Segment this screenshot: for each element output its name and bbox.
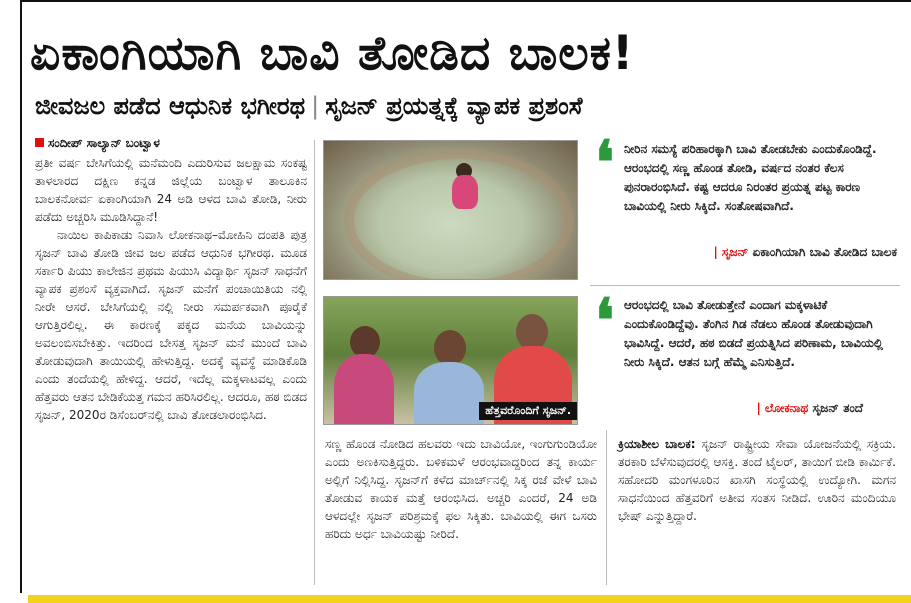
byline-square-icon <box>35 138 44 147</box>
column-divider <box>606 430 607 585</box>
article-paragraph-2: ನಾಯಿಲ ಕಾಪಿಕಾಡು ನಿವಾಸಿ ಲೋಕನಾಥ–ಮೋಹಿನಿ ದಂಪತಿ ಪುತ್ರ ಸೃಜನ್ ಬಾವಿ ತೋಡಿ ಜೀವ ಜಲ ಪಡೆದ ಆಧುನಿಕ ಭಗೀರಥ. ಮೂಡ ಸರ್ಕಾರಿ ಪಿಯು ಕಾಲೇಜಿನ ಪ್ರಥಮ ಪಿಯುಸಿ ವಿದ್ಯಾರ್ಥಿ ಸೃಜನ್ ಸಾಧನೆಗೆ ವ್ಯಾಪಕ ಪ್ರಶಂಸೆ ವ್ಯಕ್ತವಾಗಿದೆ. ಸೃಜನ್ ಮನೆಗೆ ಪಂಚಾಯಿತಿಯ ನಲ್ಲಿ ನೀರೇ ಆಸರೆ. ಬೇಸಿಗೆಯಲ್ಲಿ ನಲ್ಲಿ ನೀರು ಸಮರ್ಪಕವಾಗಿ ಪೂರೈಕೆ ಆಗುತ್ತಿರಲಿಲ್ಲ. ಈ ಕಾರಣಕ್ಕೆ ಪಕ್ಕದ ಮನೆಯ ಬಾವಿಯನ್ನು ಅವಲಂಬಿಸಬೇಕಿತ್ತು. ಇದರಿಂದ ಬೇಸತ್ತ ಸೃಜನ್ ಮನೆ ಮುಂದೆ ಬಾವಿ ತೋಡುವುದಾಗಿ ತಾಯಿಯಲ್ಲಿ ಹೇಳುತ್ತಿದ್ದ. ಅದಕ್ಕೆ ವ್ಯವಸ್ಥೆ ಮಾಡಿಕೊಡಿ ಎಂದು ತಂದೆಯಲ್ಲಿ ಹೇಳಿದ್ದ. ಆದರೆ, ಇದೆಲ್ಲ ಮಕ್ಕಳಾಟವಲ್ಲ ಎಂದು ಹೆತ್ತವರು ಆತನ ಬೇಡಿಕೆಯತ್ತ ಗಮನ ಹರಿಸಿರಲಿಲ್ಲ. ಆದರೂ, ಹಠ ಬಿಡದ ಸೃಜನ್, 2020ರ ಡಿಸೆಂಬರ್‌ನಲ್ಲಿ ಬಾವಿ ತೋಡಲಾರಂಭಿಸಿದ. <box>35 228 307 422</box>
photo-caption: ಹೆತ್ತವರೊಂದಿಗೆ ಸೃಜನ್. <box>479 402 577 420</box>
byline-author: ಸಂದೀಪ್ ಸಾಲ್ಯಾನ್ ಬಂಟ್ವಾಳ <box>48 136 160 150</box>
quote-2-attribution <box>756 401 863 416</box>
subheadline <box>35 92 905 120</box>
article-paragraph-1: ಪ್ರತೀ ವರ್ಷ ಬೇಸಿಗೆಯಲ್ಲಿ ಮನೆಮಂದಿ ಎದುರಿಸುವ ಜಲಕ್ಷಾಮ ಸಂಕಷ್ಟ ತಾಳಲಾರದ ದಕ್ಷಿಣ ಕನ್ನಡ ಜಿಲ್ಲೆಯ ಬಂಟ್ವಾಳ ತಾಲೂಕಿನ ಬಾಲಕನೋರ್ವ ಏಕಾಂಗಿಯಾಗಿ 24 ಅಡಿ ಆಳದ ಬಾವಿ ತೋಡಿ, ನೀರು ಪಡೆದು ಅಚ್ಚರಿಸಿ ಮೂಡಿಸಿದ್ದಾನೆ! <box>35 156 307 224</box>
pull-quote-2: ಆರಂಭದಲ್ಲಿ ಬಾವಿ ತೋಡುತ್ತೇನೆ ಎಂದಾಗ ಮಕ್ಕಳಾಟಿಕೆ ಎಂದುಕೊಂಡಿದ್ದೆವು. ತೆಂಗಿನ ಗಿಡ ನೆಡಲು ಹೊಂಡ ತೋಡುವುದಾಗಿ ಭಾವಿಸಿದ್ದೆ. ಆದರೆ, ಹಠ ಬಿಡದೆ ಪ್ರಯತ್ನಿಸಿದ ಪರಿಣಾಮ, ಬಾವಿಯಲ್ಲಿ ನೀರು ಸಿಕ್ಕಿದೆ. ಆತನ ಬಗ್ಗೆ ಹೆಮ್ಮೆ ಎನಿಸುತ್ತಿದೆ. <box>624 298 883 369</box>
subhead-separator: | <box>311 92 320 120</box>
column-divider <box>314 140 315 585</box>
page-left-rule <box>20 0 22 593</box>
photo-boy-in-well <box>323 140 578 280</box>
quote-1-desc: ಏಕಾಂಗಿಯಾಗಿ ಬಾವಿ ತೋಡಿದ ಬಾಲಕ <box>752 245 897 259</box>
pull-quote-1: ನೀರಿನ ಸಮಸ್ಯೆ ಪರಿಹಾರಕ್ಕಾಗಿ ಬಾವಿ ತೋಡಬೇಕು ಎಂದುಕೊಂಡಿದ್ದೆ. ಆರಂಭದಲ್ಲಿ ಸಣ್ಣ ಹೊಂಡ ತೋಡಿ, ವರ್ಷದ ನಂತರ ಕೆಲಸ ಪುನರಾರಂಭಿಸಿದೆ. ಕಷ್ಟ ಆದರೂ ನಿರಂತರ ಪ್ರಯತ್ನ ಪಟ್ಟ ಕಾರಣ ಬಾವಿಯಲ್ಲಿ ನೀರು ಸಿಕ್ಕಿದೆ. ಸಂತೋಷವಾಗಿದೆ. <box>624 142 877 213</box>
subhead-right: ಸೃಜನ್ ಪ್ರಯತ್ನಕ್ಕೆ ವ್ಯಾಪಕ ಪ್ರಶಂಸೆ <box>325 92 583 120</box>
quote-mark-icon: ❛ <box>595 286 615 356</box>
son-head <box>516 314 548 350</box>
bottom-color-band <box>28 595 911 603</box>
father-head <box>434 330 466 366</box>
quote-mark-icon: ❛ <box>595 128 615 198</box>
byline <box>35 136 160 151</box>
attribution-bar-icon: | <box>756 401 761 415</box>
quote-1-name: ಸೃಜನ್ <box>721 245 749 259</box>
sidebar-lead: ಕ್ರಿಯಾಶೀಲ ಬಾಲಕ: <box>618 437 696 451</box>
quote-2-name: ಲೋಕನಾಥ <box>764 401 809 415</box>
subhead-left: ಜೀವಜಲ ಪಡೆದ ಆಧುನಿಕ ಭಗೀರಥ <box>35 92 306 120</box>
article-column-left <box>35 154 307 424</box>
quote-1-attribution <box>714 245 897 260</box>
quote-divider <box>590 285 900 286</box>
headline: ಏಕಾಂಗಿಯಾಗಿ ಬಾವಿ ತೋಡಿದ ಬಾಲಕ! <box>30 26 635 81</box>
article-column-right <box>618 435 896 525</box>
page-top-rule <box>20 0 911 8</box>
attribution-bar-icon: | <box>713 245 718 259</box>
sidebar-text: ಸೃಜನ್ ರಾಷ್ಟ್ರೀಯ ಸೇವಾ ಯೋಜನೆಯಲ್ಲಿ ಸಕ್ರಿಯ. ತರಕಾರಿ ಬೆಳೆಸುವುದರಲ್ಲಿ ಆಸಕ್ತಿ. ತಂದೆ ಟೈಲರ್, ತಾಯಿಗೆ ಬೀಡಿ ಕಾರ್ಮಿಕೆ. ಸಹೋದರಿ ಮಂಗಳೂರಿನ ಖಾಸಗಿ ಸಂಸ್ಥೆಯಲ್ಲಿ ಉದ್ಯೋಗಿ. ಮಗನ ಸಾಧನೆಯಿಂದ ಹೆತ್ತವರಿಗೆ ಅತೀವ ಸಂತಸ ನೀಡಿದೆ. ಊರಿನ ಮಂದಿಯೂ ಭೇಷ್ ಎನ್ನುತ್ತಿದ್ದಾರೆ. <box>618 437 896 523</box>
article-column-middle: ಸಣ್ಣ ಹೊಂಡ ನೋಡಿದ ಹಲವರು ಇದು ಬಾವಿಯೋ, ಇಂಗುಗುಂಡಿಯೋ ಎಂದು ಅಣಕಿಸುತ್ತಿದ್ದರು. ಬಳಿಕಮಳೆ ಆರಂಭವಾದ್ದರಿಂದ ತನ್ನ ಕಾರ್ಯ ಅಲ್ಲಿಗೆ ನಿಲ್ಲಿಸಿದ್ದ. ಸೃಜನ್‌ಗೆ ಕಳೆದ ಮಾರ್ಚ್‌ನಲ್ಲಿ ಸಿಕ್ಕ ರಜೆ ವೇಳೆ ಬಾವಿ ತೋಡುವ ಕಾಯಕ ಮತ್ತೆ ಆರಂಭಿಸಿದ. ಅಚ್ಚರಿ ಎಂದರೆ, 24 ಅಡಿ ಆಳದಲ್ಲೇ ಸೃಜನ್ ಪರಿಶ್ರಮಕ್ಕೆ ಫಲ ಸಿಕ್ಕಿತು. ಬಾವಿಯಲ್ಲಿ ಈಗ ಒಸರು ಹರಿದು ಅರ್ಧ ಬಾವಿಯಷ್ಟು ನೀರಿದೆ. <box>325 437 597 541</box>
photo-family <box>323 296 578 425</box>
mother-figure <box>334 354 394 424</box>
father-figure <box>414 362 484 424</box>
quote-2-desc: ಸೃಜನ್ ತಂದೆ <box>812 401 863 415</box>
boy-figure <box>452 175 478 209</box>
